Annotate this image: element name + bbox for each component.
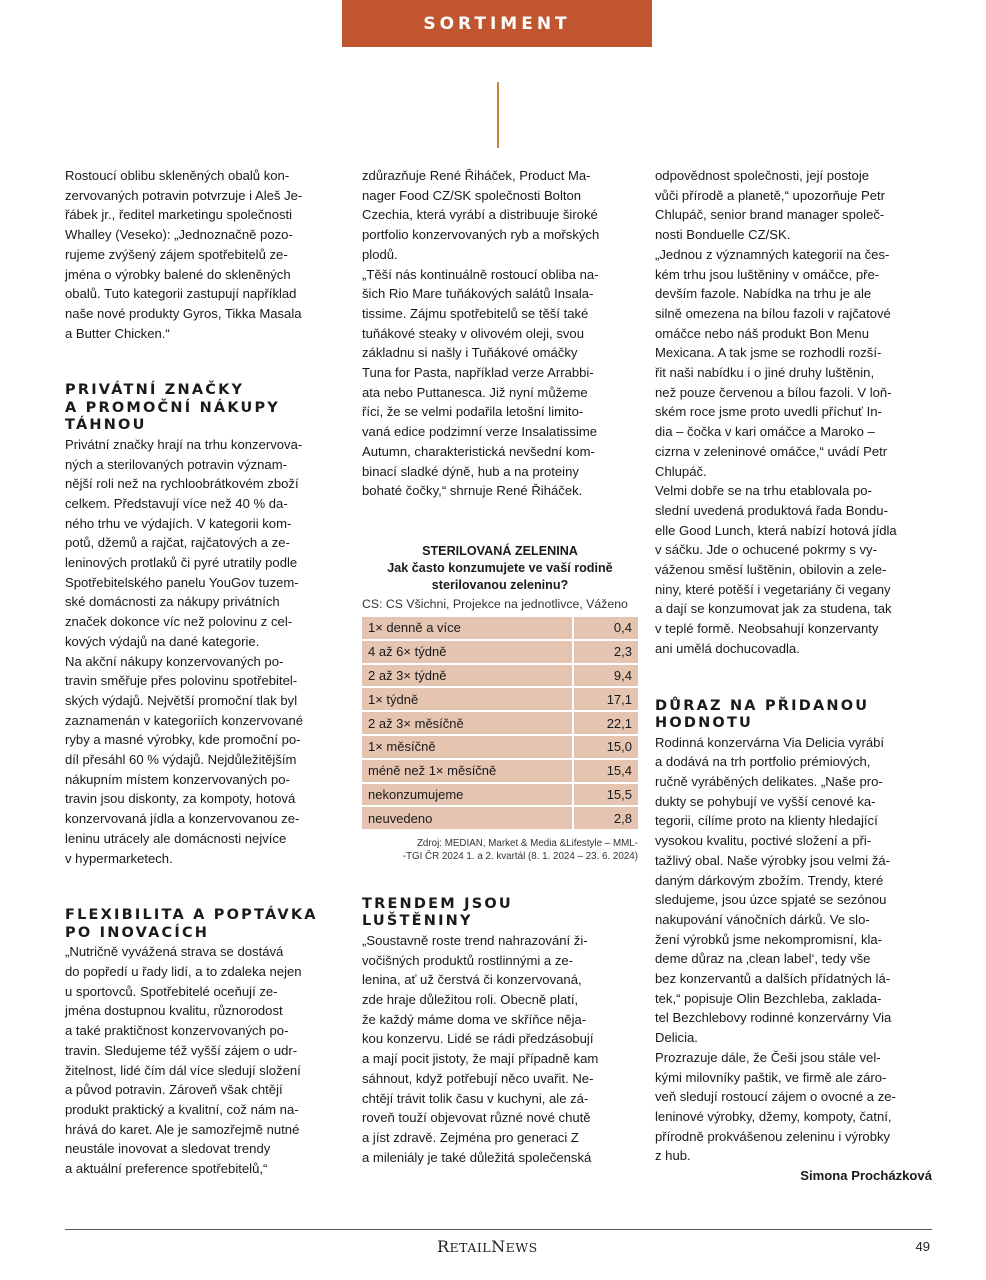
text-line: Jak často konzumujete ve vaší rodině	[387, 561, 613, 575]
text-line: vysokou kvalitu, poctivé složení a při-	[655, 833, 872, 849]
text-line: PO INOVACÍCH	[65, 924, 210, 941]
text-line: elle Good Lunch, která nabízí hotová jídla	[655, 522, 897, 538]
frequency-value: 9,4	[572, 665, 638, 689]
text-line: žení výrobků jsme nekompromisní, kla-	[655, 931, 883, 947]
text-line: Privátní značky hrají na trhu konzervova-	[65, 436, 303, 452]
text-line: základnu si našly i Tuňákové omáčky	[362, 345, 578, 361]
survey-table-block	[362, 543, 638, 863]
retailnews-logo: RETAILNEWS	[437, 1237, 538, 1256]
text-line: slední uvedená produktová řada Bondu-	[655, 502, 888, 518]
text-line: -TGI ČR 2024 1. a 2. kvartál (8. 1. 2024 – 23. 6. 2024)	[402, 851, 638, 863]
text-line: než pouze červenou a bílou fazoli. V loň-	[655, 384, 892, 400]
text-line: tegorii, cílíme proto na klienty hledající	[655, 813, 878, 829]
text-line: a také praktičnost konzervovaných po-	[65, 1023, 289, 1039]
section-title: SORTIMENT	[423, 13, 571, 34]
text-line: řit naši nabídku i o jiné druhy luštěnin,	[655, 365, 875, 381]
frequency-label: nekonzumujeme	[362, 784, 572, 808]
private-labels-paragraph	[65, 435, 342, 868]
text-line: portfolio konzervovaných ryb a mořských	[362, 227, 600, 243]
text-line: žitelnost, lidé čím dál více sledují složení	[65, 1062, 301, 1078]
section-tab	[342, 0, 652, 47]
text-line: tel Bezchlebovy rodinné konzervárny Via	[655, 1010, 892, 1026]
text-line: travin směřuje přes polovinu spotřebitel-	[65, 673, 298, 689]
table-row	[362, 617, 638, 641]
text-line: kém trhu jsou luštěniny v omáčce, pře-	[655, 266, 880, 282]
text-line: sáhnout, když potřebují něco uvařit. Ne-	[362, 1070, 594, 1086]
page-number: 49	[915, 1239, 930, 1254]
frequency-value: 2,8	[572, 807, 638, 831]
text-line: ských výdajů. Největší promoční tlak byl	[65, 692, 298, 708]
table-row	[362, 712, 638, 736]
column-3	[655, 166, 932, 1186]
frequency-label: 1× týdně	[362, 688, 572, 712]
frequency-label: 4 až 6× týdně	[362, 641, 572, 665]
text-line: „Jednou z významných kategorií na čes-	[655, 246, 890, 262]
text-line: vůči přírodě a planetě,“ upozorňuje Petr	[655, 187, 886, 203]
text-line: říci, že se velmi podařila letošní limito-	[362, 404, 584, 420]
text-line: a mileniály je také důležitá společenská	[362, 1149, 592, 1165]
text-line: konzervovaná jídla a konzervovanou ze-	[65, 811, 300, 827]
table-row	[362, 807, 638, 831]
text-line: Whalley (Veseko): „Jednoznačně pozo-	[65, 227, 293, 243]
table-row	[362, 736, 638, 760]
text-line: bez konzervantů a dalších přídatných lá-	[655, 971, 891, 987]
text-line: roveň touží objevovat různé nové chutě	[362, 1110, 591, 1126]
via-delicia-paragraph	[655, 733, 932, 1166]
table-title: STERILOVANÁ ZELENINA	[422, 544, 578, 558]
frequency-value: 22,1	[572, 712, 638, 736]
text-line: jména o výrobky balené do skleněných	[65, 266, 291, 282]
frequency-value: 15,4	[572, 760, 638, 784]
text-line: ných a sterilovaných potravin význam-	[65, 456, 287, 472]
table-row	[362, 688, 638, 712]
text-line: díl přesáhl 60 % výdajů. Nejdůležitějším	[65, 752, 297, 768]
footer-rule	[65, 1229, 932, 1230]
decorative-divider	[497, 82, 499, 148]
text-line: ného trhu ve výdajích. V kategorii kom-	[65, 515, 292, 531]
text-line: nákupním místem konzervovaných po-	[65, 771, 290, 787]
text-line: dukty se pohybují ve vyšší cenové ka-	[655, 793, 876, 809]
text-line: „Těší nás kontinuálně rostoucí obliba na-	[362, 266, 599, 282]
text-line: zaznamenán v kategoriích konzervované	[65, 712, 304, 728]
text-line: FLEXIBILITA A POPTÁVKA	[65, 907, 318, 924]
text-line: chtějí trávit tolik času v kuchyni, ale zá-	[362, 1090, 589, 1106]
text-line: šich Rio Mare tuňákových salátů Insala-	[362, 286, 594, 302]
text-line: váženou směsí luštěnin, obilovin a zele-	[655, 562, 887, 578]
text-line: neustále inovovat a sledovat trendy	[65, 1141, 271, 1157]
text-line: deme důraz na ‚clean label‘, tedy vše	[655, 951, 871, 967]
text-line: v teplé formě. Neobsahují konzervanty	[655, 621, 879, 637]
table-source	[362, 837, 638, 863]
text-line: Mexicana. A tak jsme se rozhodli rozší-	[655, 345, 882, 361]
text-line: řábek jr., ředitel marketingu společnosti	[65, 207, 293, 223]
text-line: Delicia.	[655, 1030, 698, 1046]
text-line: plodů.	[362, 246, 398, 262]
text-line: ryby a masné výrobky, kde promoční po-	[65, 732, 301, 748]
text-line: a mají pocit jistoty, že mají případně kam	[362, 1051, 599, 1067]
text-line: v hypermarketech.	[65, 850, 173, 866]
intro-paragraph	[65, 166, 342, 343]
text-line: do popředí u řady lidí, a to zdaleka nejen	[65, 964, 302, 979]
table-question	[362, 560, 638, 594]
table-row	[362, 665, 638, 689]
text-line: bohaté čočky,“ shrnuje René Řiháček.	[362, 483, 583, 499]
text-line: zervovaných potravin potvrzuje i Aleš Je-	[65, 187, 303, 203]
table-row	[362, 641, 638, 665]
text-line: a jíst zdravě. Zejména pro generaci Z	[362, 1129, 579, 1145]
frequency-label: méně než 1× měsíčně	[362, 760, 572, 784]
heading-legumes-trend	[362, 896, 638, 931]
text-line: binací sladké dýně, hub a na proteiny	[362, 463, 579, 479]
text-line: vočišných produktů rostlinnými a ze-	[362, 952, 574, 968]
text-line: a původ potravin. Zároveň však chtějí	[65, 1082, 283, 1098]
text-line: že každý máme doma ve skříňce něja-	[362, 1011, 587, 1027]
heading-flexibility	[65, 907, 342, 942]
author-signature: Simona Procházková	[800, 1168, 932, 1184]
text-line: leninu utrácely ale domácnosti nejvíce	[65, 830, 287, 846]
text-line: Zdroj: MEDIAN, Market & Media &Lifestyle – MML-	[416, 838, 638, 850]
text-line: Tuna for Pasta, například verze Arrabbi-	[362, 365, 594, 381]
text-line: nakupování vánočních dárků. Ve slo-	[655, 911, 870, 927]
text-line: ani umělá dochucovadla.	[655, 640, 800, 656]
text-line: Spotřebitelského panelu YouGov tuzem-	[65, 574, 299, 590]
flexibility-paragraph	[65, 942, 342, 1178]
text-line: a dají se konzumovat jak za studena, tak	[655, 601, 892, 617]
text-line: ručně vyráběných delikates. „Naše pro-	[655, 773, 883, 789]
text-line: Rodinná konzervárna Via Delicia vyrábí	[655, 734, 885, 750]
text-line: potů, džemů a rajčat, rajčatových a ze-	[65, 535, 290, 551]
text-line: leninové výrobky, džemy, kompoty, čatní,	[655, 1108, 892, 1124]
text-line: Czechia, která vyrábí a distribuuje široké	[362, 207, 598, 223]
text-line: hrává do karet. Ale je samozřejmě nutné	[65, 1121, 300, 1137]
heading-added-value	[655, 698, 932, 733]
text-line: Autumn, charakteristická nevšední kom-	[362, 443, 595, 459]
text-line: lenina, ať už čerstvá či konzervovaná,	[362, 972, 582, 988]
bonduelle-paragraph	[655, 166, 932, 659]
text-line: sledujeme, jsou úzce spjaté se sezónou	[655, 892, 887, 908]
frequency-value: 2,3	[572, 641, 638, 665]
text-line: tissime. Zájmu spotřebitelů se těší také	[362, 305, 589, 321]
text-line: veň sledují rostoucí zájem o ovocné a ze-	[655, 1089, 896, 1105]
text-line: celkem. Představují více než 40 % da-	[65, 495, 288, 511]
text-line: PRIVÁTNÍ ZNAČKY	[65, 382, 245, 399]
table-row	[362, 760, 638, 784]
text-line: travin. Sledujeme též vyšší zájem o udr-	[65, 1042, 298, 1058]
text-line: nosti Bonduelle CZ/SK.	[655, 227, 791, 243]
text-line: z hub.	[655, 1148, 691, 1164]
text-line: LUŠTĚNINY	[362, 913, 473, 930]
text-line: obalů. Tuto kategorii zastupují například	[65, 286, 297, 302]
frequency-value: 0,4	[572, 617, 638, 641]
text-line: HODNOTU	[655, 715, 754, 732]
frequency-label: neuvedeno	[362, 807, 572, 831]
table-row	[362, 784, 638, 808]
text-line: ata nebo Puttanesca. Již nyní můžeme	[362, 384, 588, 400]
text-line: kými milovníky paštik, ve firmě ale záro-	[655, 1069, 887, 1085]
frequency-label: 1× denně a více	[362, 617, 572, 641]
frequency-label: 1× měsíčně	[362, 736, 572, 760]
text-line: kou konzervu. Lidé se rádi předzásobují	[362, 1031, 594, 1047]
frequency-label: 2 až 3× týdně	[362, 665, 572, 689]
text-line: a aktuální preference spotřebitelů,“	[65, 1161, 268, 1177]
text-line: nager Food CZ/SK společnosti Bolton	[362, 187, 582, 203]
text-line: naše nové produkty Gyros, Tikka Masala	[65, 305, 302, 321]
column-1	[65, 166, 342, 1179]
frequency-table	[362, 617, 638, 831]
text-line: Chlupáč, senior brand manager společ-	[655, 207, 885, 223]
text-line: Chlupáč.	[655, 463, 707, 479]
text-line: nější roli než na rychloobrátkovém zboží	[65, 476, 299, 492]
text-line: přírodně prokvášenou zeleninu i výrobky	[655, 1128, 891, 1144]
text-line: jména dostupnou kvalitu, různorodost	[65, 1003, 283, 1019]
text-line: leninových protlaků či pyré utratily podle	[65, 555, 298, 571]
frequency-value: 17,1	[572, 688, 638, 712]
text-line: a dodává na trh portfolio prémiových,	[655, 754, 871, 770]
text-line: v sáčku. Jde o ochucené pokrmy s vy-	[655, 542, 877, 558]
text-line: Rostoucí oblibu skleněných obalů kon-	[65, 168, 290, 183]
legumes-paragraph	[362, 931, 638, 1167]
text-line: dia – čočka v kari omáčce a Maroko –	[655, 424, 875, 440]
text-line: zdůrazňuje René Řiháček, Product Ma-	[362, 168, 591, 183]
text-line: Prozrazuje dále, že Češi jsou stále vel-	[655, 1049, 881, 1065]
text-line: zde hraje důležitou roli. Obecně platí,	[362, 992, 579, 1008]
text-line: TÁHNOU	[65, 417, 147, 434]
text-line: Velmi dobře se na trhu etablovala po-	[655, 483, 872, 499]
text-line: sterilovanou zeleninu?	[431, 578, 569, 592]
text-line: a Butter Chicken.“	[65, 325, 170, 341]
text-line: omáčce nebo náš produkt Bon Menu	[655, 325, 870, 341]
text-line: tek,“ popisuje Olin Bezchleba, zaklada-	[655, 990, 882, 1006]
text-line: travin jsou diskonty, za kompoty, hotová	[65, 791, 296, 807]
text-line: rujeme zvýšený zájem spotřebitelů ze-	[65, 246, 288, 262]
text-line: silně omezena na bílou fazoli v rajčatové	[655, 305, 891, 321]
bolton-paragraph	[362, 166, 638, 501]
frequency-label: 2 až 3× měsíčně	[362, 712, 572, 736]
text-line: tuňákové steaky v olivovém oleji, svou	[362, 325, 584, 341]
text-line: tažlivý obal. Naše výrobky jsou velmi žá-	[655, 852, 891, 868]
text-line: „Nutričně vyvážená strava se dostává	[65, 944, 284, 960]
text-line: „Soustavně roste trend nahrazování ži-	[362, 932, 588, 948]
text-line: kových výdajů na dané kategorie.	[65, 633, 260, 649]
text-line: niny, které potěší i vegetariány či vegany	[655, 581, 891, 597]
text-line: TRENDEM JSOU	[362, 895, 513, 912]
text-line: A PROMOČNÍ NÁKUPY	[65, 399, 281, 416]
text-line: značek dokonce víc než polovinu z cel-	[65, 614, 293, 630]
text-line: ském roce jsme proto uvedli příchuť In-	[655, 404, 882, 420]
text-line: DŮRAZ NA PŘIDANOU	[655, 697, 870, 714]
heading-private-labels	[65, 382, 342, 435]
text-line: ské domácnosti za nákupy privátních	[65, 594, 280, 610]
text-line: u sportovců. Spotřebitelé oceňují ze-	[65, 983, 278, 999]
text-line: odpovědnost společnosti, její postoje	[655, 168, 870, 183]
frequency-value: 15,5	[572, 784, 638, 808]
text-line: daným dárkovým zbožím. Trendy, které	[655, 872, 884, 888]
text-line: Na akční nákupy konzervovaných po-	[65, 653, 284, 669]
text-line: devším fazole. Nabídka na trhu je ale	[655, 286, 872, 302]
text-line: vaná edice podzimní verze Insalatissime	[362, 424, 598, 440]
text-line: produkt praktický a kvalitní, což nám na-	[65, 1101, 299, 1117]
table-subtitle: CS: CS Všichni, Projekce na jednotlivce, Váženo	[362, 597, 628, 611]
text-line: cizrna v zeleninové omáčce,“ uvádí Petr	[655, 443, 888, 459]
frequency-value: 15,0	[572, 736, 638, 760]
